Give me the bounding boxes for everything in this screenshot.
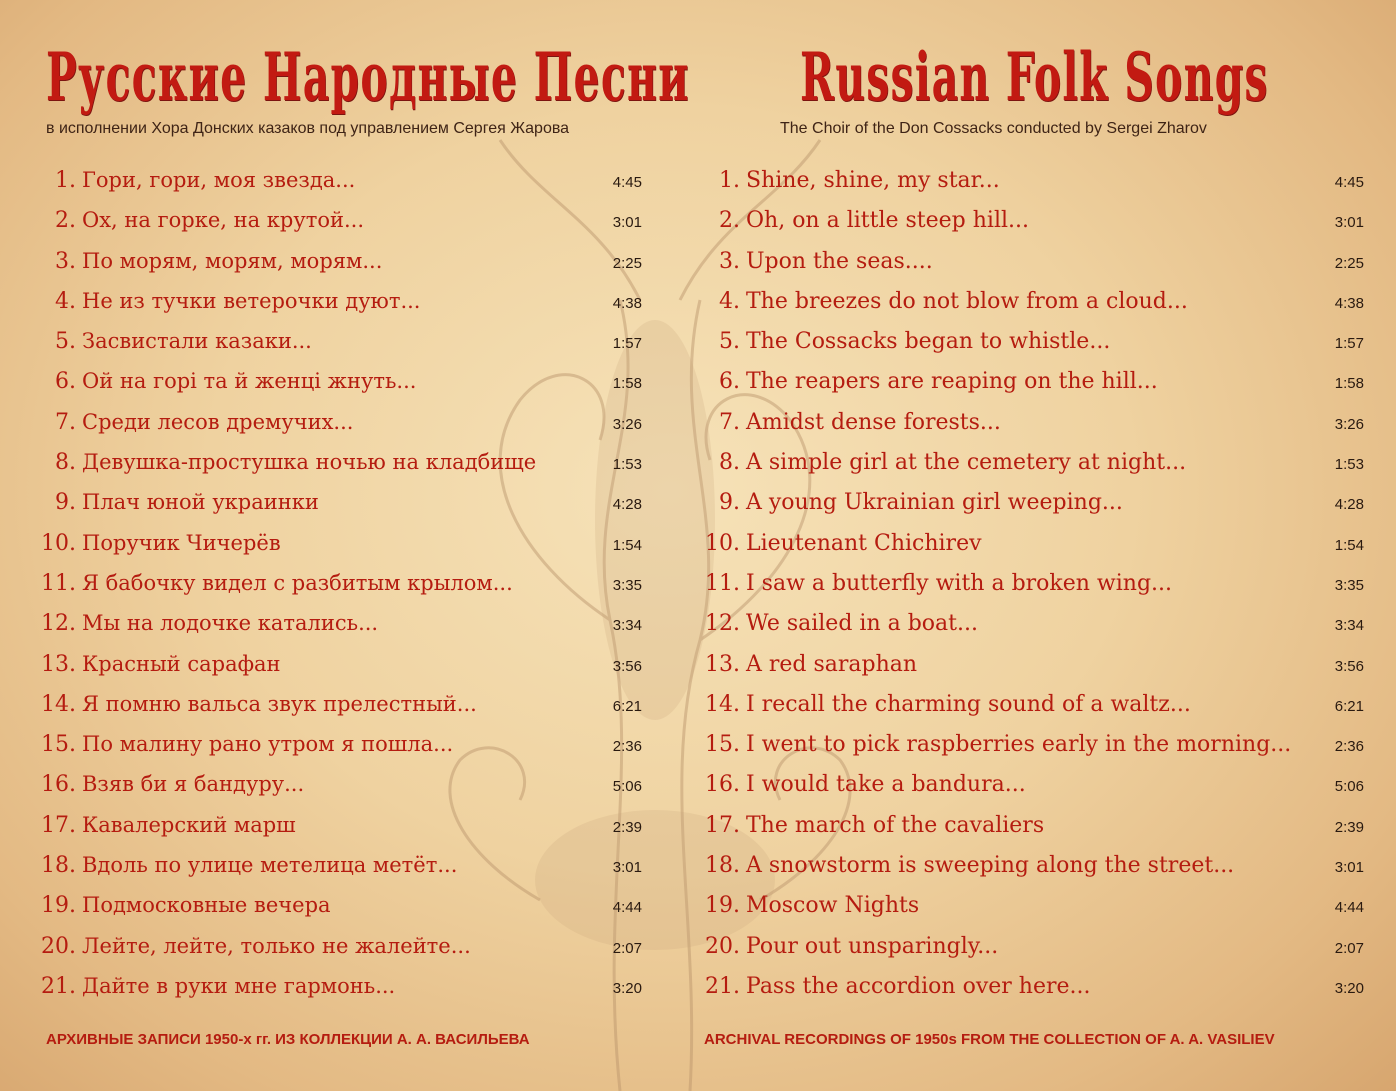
track-title: I went to pick raspberries early in the morning... xyxy=(746,732,1292,758)
track-title: Shine, shine, my star... xyxy=(746,168,1000,193)
track-number: 21. xyxy=(705,973,740,999)
track-item xyxy=(30,323,642,363)
track-duration: 4:44 xyxy=(612,899,642,917)
track-item xyxy=(694,283,1364,323)
track-title: Красный сарафан xyxy=(82,651,281,676)
track-title: The breezes do not blow from a cloud... xyxy=(746,288,1188,314)
track-number: 2. xyxy=(55,208,76,234)
track-number: 11. xyxy=(705,570,740,596)
track-title: Я бабочку видел с разбитым крылом... xyxy=(82,570,513,595)
track-number: 2. xyxy=(719,208,740,234)
english-footer: ARCHIVAL RECORDINGS OF 1950s FROM THE COLLECTION OF A. A. VASILIEV xyxy=(704,1031,1275,1048)
track-number: 19. xyxy=(705,893,740,919)
track-duration: 3:01 xyxy=(612,214,642,232)
track-number: 12. xyxy=(705,611,740,637)
english-subtitle: The Choir of the Don Cossacks conducted by Sergei Zharov xyxy=(780,120,1207,137)
track-duration: 1:53 xyxy=(1334,456,1364,474)
track-duration: 4:45 xyxy=(612,174,642,191)
track-title: Лейте, лейте, только не жалейте... xyxy=(82,933,471,958)
track-number: 20. xyxy=(705,933,740,959)
track-number: 15. xyxy=(705,732,740,758)
track-item xyxy=(30,283,642,323)
track-title: Pour out unsparingly... xyxy=(746,933,999,959)
track-title: Гори, гори, моя звезда... xyxy=(82,168,356,192)
track-number: 6. xyxy=(55,369,76,395)
track-duration: 1:54 xyxy=(1334,536,1364,554)
track-item xyxy=(30,363,642,403)
track-number: 16. xyxy=(41,772,76,798)
english-tracklist xyxy=(694,162,1364,1008)
track-title: Плач юной украинки xyxy=(82,490,319,515)
track-item xyxy=(30,686,642,726)
track-duration: 1:54 xyxy=(612,536,642,554)
track-number: 9. xyxy=(719,490,740,516)
track-duration: 3:26 xyxy=(1334,415,1364,433)
track-title: Девушка-простушка ночью на кладбище xyxy=(82,450,537,475)
track-title: Поручик Чичерёв xyxy=(82,530,281,555)
track-title: Кавалерский марш xyxy=(82,812,296,837)
track-title: Upon the seas.... xyxy=(746,248,933,274)
track-number: 8. xyxy=(719,450,740,476)
track-number: 7. xyxy=(55,409,76,435)
track-number: 14. xyxy=(705,691,740,717)
track-number: 10. xyxy=(41,530,76,556)
track-duration: 3:20 xyxy=(612,979,642,997)
track-duration: 3:34 xyxy=(1334,617,1364,635)
track-number: 18. xyxy=(705,853,740,879)
track-item xyxy=(30,646,642,686)
track-number: 6. xyxy=(719,369,740,395)
track-item xyxy=(694,646,1364,686)
track-title: Я помню вальса звук прелестный... xyxy=(82,691,477,716)
track-item xyxy=(694,363,1364,403)
track-title: Oh, on a little steep hill... xyxy=(746,208,1030,234)
track-duration: 4:44 xyxy=(1334,899,1364,917)
track-duration: 1:58 xyxy=(1334,375,1364,393)
track-duration: 2:39 xyxy=(612,818,642,836)
track-number: 21. xyxy=(41,973,76,999)
track-item xyxy=(30,807,642,847)
track-number: 19. xyxy=(41,893,76,919)
track-title: Amidst dense forests... xyxy=(746,409,1001,435)
track-title: Среди лесов дремучих... xyxy=(82,409,354,434)
track-title: Moscow Nights xyxy=(746,893,920,919)
track-duration: 3:34 xyxy=(612,617,642,635)
track-title: I recall the charming sound of a waltz... xyxy=(746,691,1191,717)
track-number: 11. xyxy=(41,570,76,596)
track-number: 3. xyxy=(55,248,76,274)
track-duration: 1:57 xyxy=(1334,335,1364,353)
track-number: 5. xyxy=(719,329,740,355)
track-item xyxy=(694,928,1364,968)
track-number: 17. xyxy=(705,812,740,838)
track-duration: 2:39 xyxy=(1334,818,1364,836)
russian-subtitle: в исполнении Хора Донских казаков под управлением Сергея Жарова xyxy=(46,120,570,137)
track-number: 9. xyxy=(55,490,76,516)
track-number: 4. xyxy=(719,288,740,314)
track-duration: 3:56 xyxy=(612,657,642,675)
track-item xyxy=(694,605,1364,645)
track-item xyxy=(30,444,642,484)
track-duration: 6:21 xyxy=(1334,697,1364,715)
track-item xyxy=(30,565,642,605)
track-item xyxy=(694,847,1364,887)
track-number: 1. xyxy=(719,168,740,193)
track-item xyxy=(30,484,642,524)
track-duration: 5:06 xyxy=(612,778,642,796)
track-number: 4. xyxy=(55,288,76,314)
track-duration: 2:07 xyxy=(1334,939,1364,957)
track-item xyxy=(694,565,1364,605)
english-title: Russian Folk Songs xyxy=(800,38,1269,116)
track-duration: 2:36 xyxy=(612,738,642,756)
russian-footer: АРХИВНЫЕ ЗАПИСИ 1950-х гг. ИЗ КОЛЛЕКЦИИ А. А. ВАСИЛЬЕВА xyxy=(46,1031,530,1048)
track-item xyxy=(30,726,642,766)
track-title: Подмосковные вечера xyxy=(82,893,331,918)
track-duration: 3:01 xyxy=(1334,859,1364,877)
track-item xyxy=(30,525,642,565)
track-title: По морям, морям, морям... xyxy=(82,248,383,273)
track-duration: 5:06 xyxy=(1334,778,1364,796)
track-title: I saw a butterfly with a broken wing... xyxy=(746,570,1173,596)
track-title: Lieutenant Chichirev xyxy=(746,530,982,556)
track-item xyxy=(694,323,1364,363)
track-title: The reapers are reaping on the hill... xyxy=(746,369,1158,395)
track-title: I would take a bandura... xyxy=(746,772,1026,798)
track-title: Не из тучки ветерочки дуют... xyxy=(82,288,421,313)
track-item xyxy=(30,162,642,202)
track-duration: 2:07 xyxy=(612,939,642,957)
track-duration: 2:25 xyxy=(1334,254,1364,272)
track-item xyxy=(694,202,1364,242)
track-number: 15. xyxy=(41,732,76,758)
track-item xyxy=(30,968,642,1008)
track-item xyxy=(694,404,1364,444)
track-number: 13. xyxy=(705,651,740,677)
track-item xyxy=(30,605,642,645)
track-item xyxy=(30,928,642,968)
track-title: A snowstorm is sweeping along the street... xyxy=(746,853,1235,879)
track-duration: 1:57 xyxy=(612,335,642,353)
track-number: 14. xyxy=(41,691,76,717)
track-duration: 3:56 xyxy=(1334,657,1364,675)
russian-tracklist xyxy=(30,162,642,1008)
track-number: 12. xyxy=(41,611,76,637)
track-number: 3. xyxy=(719,248,740,274)
track-title: Ой на горі та й женці жнуть... xyxy=(82,369,417,394)
track-duration: 4:28 xyxy=(612,496,642,514)
track-duration: 2:36 xyxy=(1334,738,1364,756)
track-duration: 3:01 xyxy=(612,859,642,877)
track-duration: 4:38 xyxy=(1334,294,1364,312)
track-item xyxy=(30,847,642,887)
track-item xyxy=(694,807,1364,847)
track-number: 1. xyxy=(55,168,76,193)
track-duration: 3:26 xyxy=(612,415,642,433)
track-title: The march of the cavaliers xyxy=(746,812,1045,838)
track-item xyxy=(30,887,642,927)
track-title: A red saraphan xyxy=(746,651,918,677)
track-item xyxy=(694,243,1364,283)
track-duration: 4:38 xyxy=(612,294,642,312)
track-number: 18. xyxy=(41,853,76,879)
track-title: Ох, на горке, на крутой... xyxy=(82,208,364,233)
track-item xyxy=(694,484,1364,524)
track-item xyxy=(694,686,1364,726)
track-item xyxy=(694,444,1364,484)
track-number: 13. xyxy=(41,651,76,677)
track-duration: 6:21 xyxy=(612,697,642,715)
track-duration: 1:58 xyxy=(612,375,642,393)
track-number: 8. xyxy=(55,450,76,476)
track-item xyxy=(694,726,1364,766)
track-item xyxy=(694,525,1364,565)
track-item xyxy=(694,968,1364,1008)
track-title: Pass the accordion over here... xyxy=(746,973,1091,999)
track-item xyxy=(30,404,642,444)
track-title: Взяв би я бандуру... xyxy=(82,772,305,797)
track-title: The Cossacks began to whistle... xyxy=(746,329,1111,355)
track-duration: 4:45 xyxy=(1334,174,1364,191)
track-duration: 1:53 xyxy=(612,456,642,474)
track-item xyxy=(30,202,642,242)
track-number: 17. xyxy=(41,812,76,838)
track-item xyxy=(694,887,1364,927)
track-title: Вдоль по улице метелица метёт... xyxy=(82,853,458,878)
track-number: 20. xyxy=(41,933,76,959)
track-item xyxy=(694,162,1364,202)
track-duration: 3:35 xyxy=(1334,576,1364,594)
track-number: 7. xyxy=(719,409,740,435)
track-item xyxy=(694,766,1364,806)
russian-title: Русские Народные Песни xyxy=(46,38,690,116)
track-duration: 3:35 xyxy=(612,576,642,594)
track-title: По малину рано утром я пошла... xyxy=(82,732,454,757)
track-duration: 2:25 xyxy=(612,254,642,272)
track-title: We sailed in a boat... xyxy=(746,611,978,637)
track-title: A young Ukrainian girl weeping... xyxy=(746,490,1123,516)
track-number: 16. xyxy=(705,772,740,798)
track-title: Мы на лодочке катались... xyxy=(82,611,379,636)
track-duration: 3:01 xyxy=(1334,214,1364,232)
track-title: Засвистали казаки... xyxy=(82,329,312,354)
track-duration: 4:28 xyxy=(1334,496,1364,514)
track-title: A simple girl at the cemetery at night... xyxy=(746,450,1187,476)
track-duration: 3:20 xyxy=(1334,979,1364,997)
track-number: 10. xyxy=(705,530,740,556)
track-item xyxy=(30,766,642,806)
track-title: Дайте в руки мне гармонь... xyxy=(82,973,396,998)
track-item xyxy=(30,243,642,283)
track-number: 5. xyxy=(55,329,76,355)
